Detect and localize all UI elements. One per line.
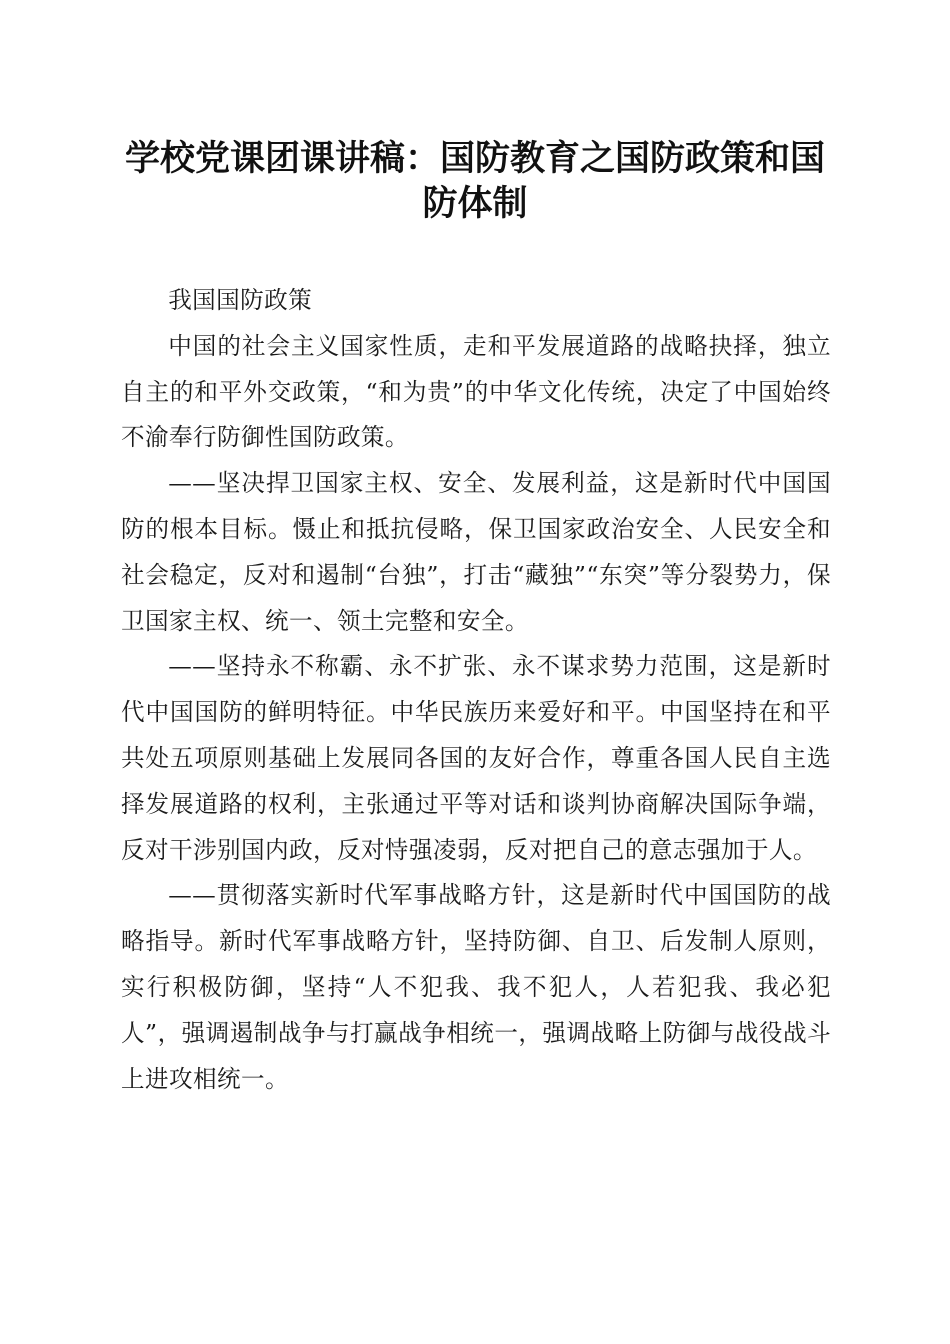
paragraph-goal: ——坚决捍卫国家主权、安全、发展利益，这是新时代中国国防的根本目标。慑止和抵抗侵略，保卫国家政治安全、人民安全和社会稳定，反对和遏制“台独”，打击“藏独”“东突”等分裂势力，保卫国家主权、统一、领土完整和安全。 bbox=[121, 469, 831, 635]
paragraph-strategy: ——贯彻落实新时代军事战略方针，这是新时代中国国防的战略指导。新时代军事战略方针，坚持防御、自卫、后发制人原则，实行积极防御，坚持“人不犯我、我不犯人，人若犯我、我必犯人”，强调遏制战争与打赢战争相统一，强调战略上防御与战役战斗上进攻相统一。 bbox=[121, 881, 831, 1093]
paragraph-feature: ——坚持永不称霸、永不扩张、永不谋求势力范围，这是新时代中国国防的鲜明特征。中华民族历来爱好和平。中国坚持在和平共处五项原则基础上发展同各国的友好合作，尊重各国人民自主选择发展道路的权利，主张通过平等对话和谈判协商解决国际争端，反对干涉别国内政，反对恃强凌弱，反对把自己的意志强加于人。 bbox=[121, 652, 831, 864]
paragraph-intro: 中国的社会主义国家性质，走和平发展道路的战略抉择，独立自主的和平外交政策，“和为贵”的中华文化传统，决定了中国始终不渝奉行防御性国防政策。 bbox=[121, 331, 831, 452]
title-line-1: 学校党课团课讲稿：国防教育之国防政策和国 bbox=[124, 138, 825, 179]
title-line-2: 防体制 bbox=[422, 183, 528, 224]
page-title bbox=[110, 136, 840, 226]
document-body bbox=[121, 278, 831, 1102]
section-heading: 我国国防政策 bbox=[168, 286, 313, 314]
